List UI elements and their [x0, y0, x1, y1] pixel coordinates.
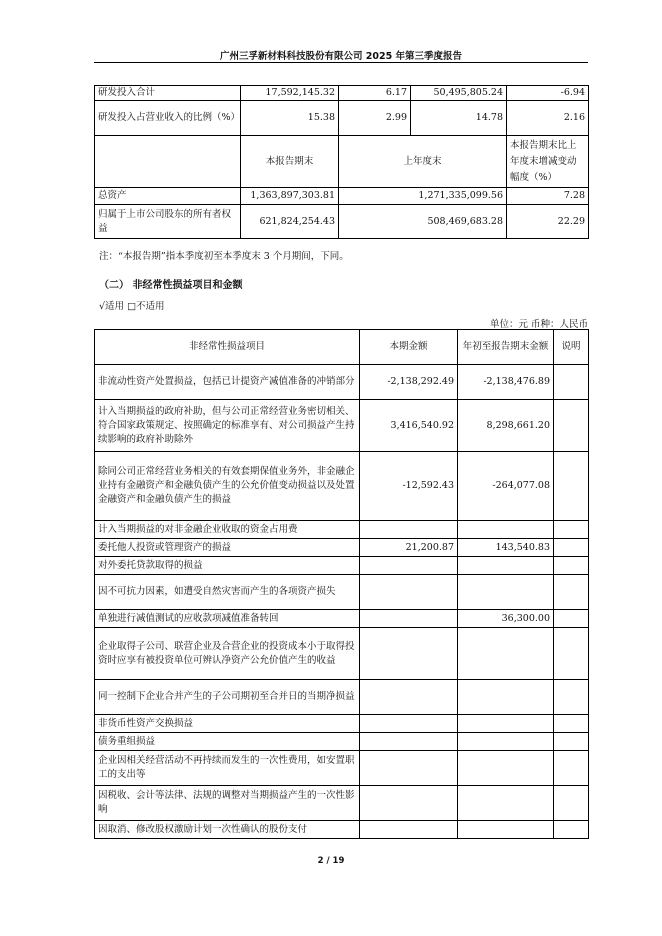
item-cell: 计入当期损益的政府补助，但与公司正常经营业务密切相关、符合国家政策规定、按照确定的标准享有、对公司损益产生持续影响的政府补助除外 — [95, 400, 360, 452]
note-cell — [554, 821, 589, 839]
table-row — [95, 751, 589, 786]
row-label: 研发投入合计 — [95, 86, 241, 101]
table-row — [95, 733, 589, 751]
row-label: 总资产 — [95, 188, 241, 205]
ytd-cell — [458, 628, 554, 680]
note-cell — [554, 751, 589, 786]
cell-value: 50,495,805.24 — [411, 86, 507, 101]
table-row — [95, 452, 589, 521]
table-row — [95, 365, 589, 400]
item-cell: 因取消、修改股权激励计划一次性确认的股份支付 — [95, 821, 360, 839]
current-cell: -2,138,292.49 — [360, 365, 458, 400]
current-cell: 3,416,540.92 — [360, 400, 458, 452]
col-header-note: 说明 — [554, 330, 589, 365]
cell-value: 621,824,254.43 — [241, 205, 339, 239]
table-row — [95, 205, 589, 239]
page-number: 2 / 19 — [317, 856, 345, 866]
cell-value: 508,469,683.28 — [339, 205, 507, 239]
current-cell: 21,200.87 — [360, 539, 458, 557]
cell-value: 14.78 — [411, 101, 507, 136]
note-cell — [554, 786, 589, 821]
table-row — [95, 786, 589, 821]
table-row — [95, 539, 589, 557]
cell-value: 6.17 — [339, 86, 411, 101]
ytd-cell — [458, 786, 554, 821]
ytd-cell — [458, 521, 554, 539]
cell-value: 7.28 — [507, 188, 589, 205]
table-row — [95, 86, 589, 101]
note-cell — [554, 557, 589, 575]
item-cell: 非货币性资产交换损益 — [95, 715, 360, 733]
note-cell — [554, 715, 589, 733]
item-cell: 债务重组损益 — [95, 733, 360, 751]
ytd-cell — [458, 680, 554, 715]
item-cell: 除同公司正常经营业务相关的有效套期保值业务外，非金融企业持有金融资产和金融负债产生的公允价值变动损益以及处置金融资产和金融负债产生的损益 — [95, 452, 360, 521]
header-rule — [94, 62, 588, 63]
current-cell — [360, 557, 458, 575]
col-header-ytd: 年初至报告期末金额 — [458, 330, 554, 365]
cell-value: 1,363,897,303.81 — [241, 188, 339, 205]
page-header: 广州三孚新材料科技股份有限公司 2025 年第三季度报告 — [219, 51, 463, 62]
ytd-cell — [458, 821, 554, 839]
cell-value: 17,592,145.32 — [241, 86, 339, 101]
note-cell — [554, 521, 589, 539]
ytd-cell — [458, 575, 554, 610]
current-cell — [360, 786, 458, 821]
note-cell — [554, 539, 589, 557]
ytd-cell: -264,077.08 — [458, 452, 554, 521]
ytd-cell: -2,138,476.89 — [458, 365, 554, 400]
ytd-cell — [458, 733, 554, 751]
table-header-row — [95, 330, 589, 365]
footnote: 注：“本报告期”指本季度初至本季度末 3 个月期间，下同。 — [99, 251, 349, 262]
table-row — [95, 575, 589, 610]
item-cell: 计入当期损益的对非金融企业收取的资金占用费 — [95, 521, 360, 539]
table-row — [95, 188, 589, 205]
col-header: 本报告期末比上年度末增减变动幅度（%） — [507, 136, 589, 188]
col-header-item: 非经常性损益项目 — [95, 330, 360, 365]
cell-value: 2.99 — [339, 101, 411, 136]
current-cell — [360, 521, 458, 539]
note-cell — [554, 610, 589, 628]
table-row — [95, 715, 589, 733]
current-cell — [360, 733, 458, 751]
item-cell: 同一控制下企业合并产生的子公司期初至合并日的当期净损益 — [95, 680, 360, 715]
table-row — [95, 628, 589, 680]
ytd-cell: 8,298,661.20 — [458, 400, 554, 452]
note-cell — [554, 575, 589, 610]
unit-currency-line: 单位：元 币种：人民币 — [489, 319, 588, 330]
table-row — [95, 400, 589, 452]
col-header: 本报告期末 — [241, 136, 339, 188]
empty-cell — [95, 136, 241, 188]
cell-value: 1,271,335,099.56 — [339, 188, 507, 205]
item-cell: 因不可抗力因素，如遭受自然灾害而产生的各项资产损失 — [95, 575, 360, 610]
table-row — [95, 557, 589, 575]
current-cell — [360, 715, 458, 733]
table-row — [95, 680, 589, 715]
col-header-current: 本期金额 — [360, 330, 458, 365]
item-cell: 非流动性资产处置损益，包括已计提资产减值准备的冲销部分 — [95, 365, 360, 400]
note-cell — [554, 365, 589, 400]
ytd-cell: 143,540.83 — [458, 539, 554, 557]
current-cell — [360, 575, 458, 610]
applicable-checkbox-line: √适用 □不适用 — [99, 301, 165, 312]
note-cell — [554, 452, 589, 521]
cell-value: 2.16 — [507, 101, 589, 136]
current-cell — [360, 628, 458, 680]
non-recurring-gains-table — [94, 329, 589, 839]
item-cell: 对外委托贷款取得的损益 — [95, 557, 360, 575]
current-cell: -12,592.43 — [360, 452, 458, 521]
item-cell: 因税收、会计等法律、法规的调整对当期损益产生的一次性影响 — [95, 786, 360, 821]
current-cell — [360, 751, 458, 786]
note-cell — [554, 400, 589, 452]
current-cell — [360, 610, 458, 628]
item-cell: 企业取得子公司、联营企业及合营企业的投资成本小于取得投资时应享有被投资单位可辨认净资产公允价值产生的收益 — [95, 628, 360, 680]
cell-value: 15.38 — [241, 101, 339, 136]
note-cell — [554, 733, 589, 751]
current-cell — [360, 680, 458, 715]
cell-value: 22.29 — [507, 205, 589, 239]
current-cell — [360, 821, 458, 839]
table-row — [95, 101, 589, 136]
ytd-cell — [458, 751, 554, 786]
item-cell: 企业因相关经营活动不再持续而发生的一次性费用，如安置职工的支出等 — [95, 751, 360, 786]
ytd-cell — [458, 715, 554, 733]
row-label: 归属于上市公司股东的所有者权益 — [95, 205, 241, 239]
rd-assets-table — [94, 85, 589, 239]
item-cell: 委托他人投资或管理资产的损益 — [95, 539, 360, 557]
table-row — [95, 610, 589, 628]
section-title: （二） 非经常性损益项目和金额 — [99, 280, 243, 291]
note-cell — [554, 680, 589, 715]
ytd-cell: 36,300.00 — [458, 610, 554, 628]
table-subheader — [95, 136, 589, 188]
note-cell — [554, 628, 589, 680]
table-row — [95, 521, 589, 539]
cell-value: -6.94 — [507, 86, 589, 101]
ytd-cell — [458, 557, 554, 575]
item-cell: 单独进行减值测试的应收款项减值准备转回 — [95, 610, 360, 628]
row-label: 研发投入占营业收入的比例（%） — [95, 101, 241, 136]
table-row — [95, 821, 589, 839]
col-header: 上年度末 — [339, 136, 507, 188]
